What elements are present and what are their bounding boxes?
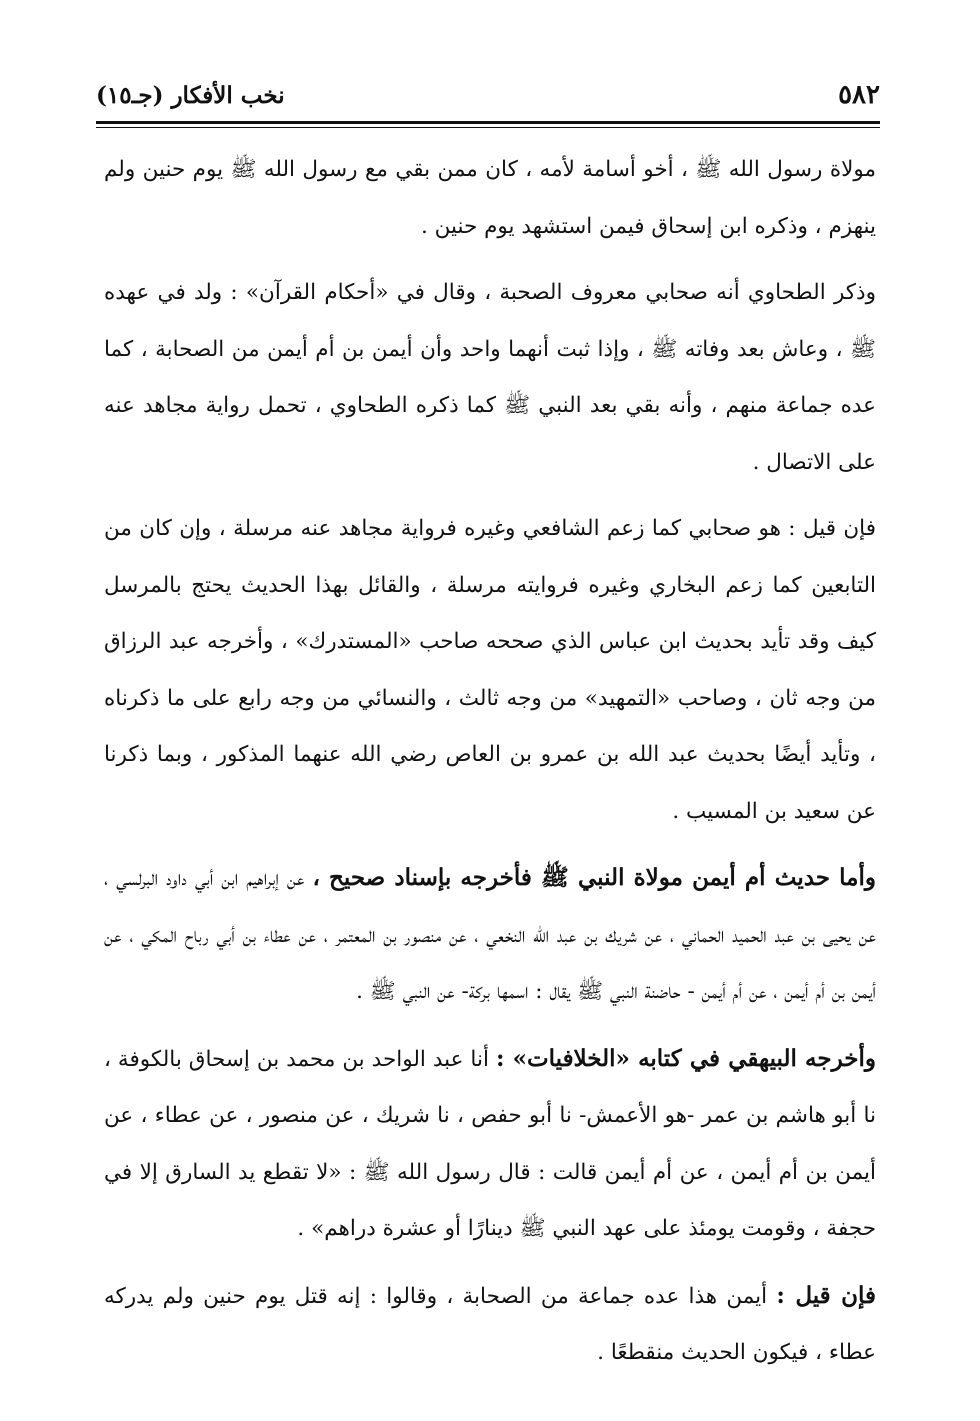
paragraph-6 (104, 1268, 876, 1382)
paragraph-text: أنا عبد الواحد بن محمد بن إسحاق بالكوفة ، نا أبو هاشم بن عمر -هو الأعمش- نا أبو حفص ، نا شريك ، عن منصور ، عن عطاء ، عن أيمن بن أم أيمن ، عن أم أيمن قالت : قال رسول الله ﷺ : «لا تقطع يد السارق إلا في حجفة ، وقومت يومئذ على عهد النبي ﷺ دينارًا أو عشرة دراهم» . (104, 1046, 876, 1241)
page-number: ٥٨٢ (838, 80, 880, 110)
paragraph-lead: وأما حديث أم أيمن مولاة النبي ﷺ فأخرجه بإسناد صحيح ، (312, 864, 877, 891)
paragraph-text: مولاة رسول الله ﷺ ، أخو أسامة لأمه ، كان ممن بقي مع رسول الله ﷺ يوم حنين ولم ينهزم ، وذكره ابن إسحاق فيمن استشهد يوم حنين . (104, 157, 876, 239)
paragraph-text: وذكر الطحاوي أنه صحابي معروف الصحبة ، وقال في «أحكام القرآن» : ولد في عهده ﷺ ، وعاش بعد وفاته ﷺ ، وإذا ثبت أنهما واحد وأن أيمن بن أم أيمن من الصحابة ، كما عده جماعة منهم ، وأنه بقي بعد النبي ﷺ كما ذكره الطحاوي ، تحمل رواية مجاهد عنه على الاتصال . (104, 280, 876, 475)
paragraph-1 (104, 142, 876, 255)
paragraph-5 (104, 1031, 876, 1258)
page-header (96, 78, 880, 126)
paragraph-2 (104, 265, 876, 491)
page-body (104, 142, 876, 1392)
paragraph-text: فإن قيل : هو صحابي كما زعم الشافعي وغيره فرواية مجاهد عنه مرسلة ، وإن كان من التابعين كما زعم البخاري وغيره فروايته مرسلة ، والقائل بهذا الحديث يحتج بالمرسل كيف وقد تأيد بحديث ابن عباس الذي صححه صاحب «المستدرك» ، وأخرجه عبد الرزاق من وجه ثان ، وصاحب «التمهيد» من وجه ثالث ، والنسائي من وجه رابع على ما ذكرناه ، وتأيد أيضًا بحديث عبد الله بن عمرو بن العاص رضي الله عنهما المذكور ، وبما ذكرنا عن سعيد بن المسيب . (104, 516, 877, 824)
paragraph-3 (104, 501, 876, 840)
paragraph-lead: وأخرجه البيهقي في كتابه «الخلافيات» : (495, 1044, 876, 1072)
book-title: نخب الأفكار (جـ١٥) (96, 82, 285, 109)
paragraph-text: عن إبراهيم ابن أبي داود البرلسي ، عن يحيى بن عبد الحميد الحماني ، عن شريك بن عبد الله النخعي ، عن منصور بن المعتمر ، عن عطاء بن أبي رباح المكي ، عن أيمن بن أم أيمن ، عن أم أيمن - حاضنة النبي ﷺ يقال : اسمها بركة- عن النبي ﷺ . (104, 866, 876, 1004)
paragraph-4 (104, 850, 876, 1021)
header-divider (96, 121, 880, 124)
header-divider-thin (96, 127, 880, 128)
paragraph-text: أيمن هذا عده جماعة من الصحابة ، وقالوا : إنه قتل يوم حنين ولم يدركه عطاء ، فيكون الحديث منقطعًا . (104, 1283, 876, 1365)
paragraph-lead: فإن قيل : (776, 1281, 876, 1309)
